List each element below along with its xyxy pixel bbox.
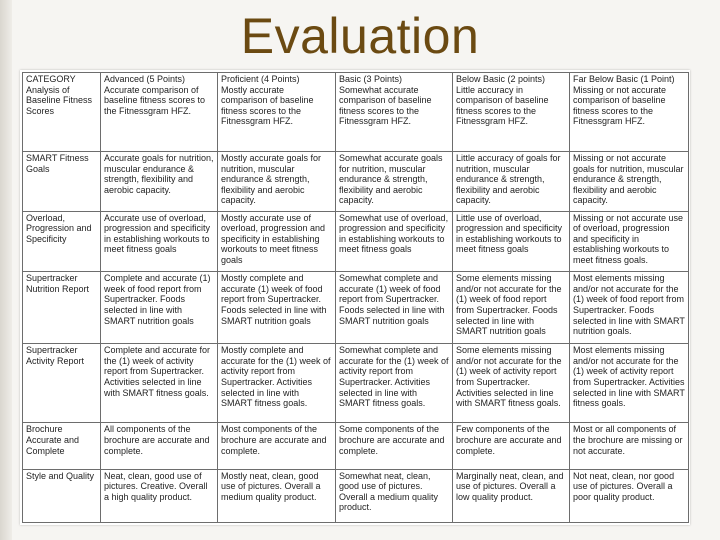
rubric-cell [570,469,689,522]
criterion-text: Some elements missing and/or not accurate for the (1) week of activity report from Supertracker. Activities selected in line with SMART fitness goals. [456,345,562,409]
criterion-text: Neat, clean, good use of pictures. Creative. Overall a high quality product. [104,470,208,502]
rubric-cell [570,73,689,152]
rubric-category-cell [23,469,101,522]
rubric-row [23,344,689,423]
category-header: CATEGORY [26,74,76,84]
rubric-cell [336,211,453,272]
criterion-text: Most components of the brochure are accurate and complete. [221,424,327,456]
rubric-cell [218,272,336,344]
criterion-text: Complete and accurate for the (1) week of activity report from Supertracker. Activities selected in line with SMART fitness goals. [104,345,211,398]
criterion-text: Some components of the brochure are accurate and complete. [339,424,445,456]
rubric-row [23,152,689,212]
rubric-cell [101,211,218,272]
rubric-cell [218,73,336,152]
rubric-category-cell [23,423,101,469]
category-label: SMART Fitness Goals [26,153,89,174]
level-header: Proficient (4 Points) [221,74,300,84]
rubric-cell [570,272,689,344]
rubric-row [23,211,689,272]
criterion-text: Mostly complete and accurate (1) week of food report from Supertracker. Foods selected in line with SMART nutrition goals [221,273,327,326]
rubric-cell [453,344,570,423]
rubric-cell [336,344,453,423]
criterion-text: Little accuracy in comparison of baseline fitness scores to the Fitnessgram HFZ. [456,84,549,127]
rubric-category-cell [23,73,101,152]
rubric-category-cell [23,272,101,344]
category-label: Brochure Accurate and Complete [26,424,80,456]
rubric-cell [218,344,336,423]
criterion-text: Somewhat accurate goals for nutrition, muscular endurance & strength, flexibility and aerobic capacity. [339,153,443,206]
criterion-text: Most or all components of the brochure are missing or not accurate. [573,424,683,456]
rubric-cell [101,423,218,469]
level-header: Advanced (5 Points) [104,74,186,84]
rubric-image-frame [20,70,690,525]
criterion-text: Mostly accurate comparison of baseline fitness scores to the Fitnessgram HFZ. [221,84,314,127]
criterion-text: Not neat, clean, nor good use of pictures. Overall a poor quality product. [573,470,675,502]
rubric-cell [453,73,570,152]
rubric-table [22,72,689,523]
rubric-cell [570,211,689,272]
category-label: Analysis of Baseline Fitness Scores [26,84,93,116]
level-header: Far Below Basic (1 Point) [573,74,675,84]
rubric-cell [218,211,336,272]
criterion-text: Somewhat complete and accurate for the (1) week of activity report from Supertracker. Activities selected in line with SMART fitness goals. [339,345,449,409]
slide-title: Evaluation [240,8,480,64]
criterion-text: Missing or not accurate comparison of baseline fitness scores to the Fitnessgram HFZ. [573,84,667,127]
criterion-text: Somewhat use of overload, progression and specificity in establishing workouts to meet fitness goals [339,212,449,255]
rubric-cell [453,469,570,522]
rubric-category-cell [23,344,101,423]
criterion-text: Mostly complete and accurate for the (1) week of activity report from Supertracker. Activities selected in line with SMART fitness goals. [221,345,331,409]
criterion-text: Somewhat complete and accurate (1) week of food report from Supertracker. Foods selected in line with SMART nutrition goals [339,273,445,326]
criterion-text: Mostly accurate goals for nutrition, muscular endurance & strength, flexibility and aerobic capacity. [221,153,322,206]
criterion-text: Few components of the brochure are accurate and complete. [456,424,562,456]
rubric-cell [101,272,218,344]
criterion-text: Mostly neat, clean, good use of pictures. Overall a medium quality product. [221,470,321,502]
rubric-cell [453,272,570,344]
rubric-cell [570,423,689,469]
slide-left-edge [0,0,12,540]
criterion-text: Complete and accurate (1) week of food report from Supertracker. Foods selected in line with SMART nutrition goals [104,273,211,326]
rubric-category-cell [23,211,101,272]
rubric-cell [101,469,218,522]
criterion-text: Most elements missing and/or not accurate for the (1) week of food report from Supertracker. Foods selected in line with SMART nutrition goals. [573,273,685,337]
rubric-cell [218,152,336,212]
criterion-text: Accurate use of overload, progression and specificity in establishing workouts to meet fitness goals [104,212,211,255]
rubric-row [23,423,689,469]
rubric-cell [101,152,218,212]
rubric-cell [336,272,453,344]
rubric-cell [218,423,336,469]
criterion-text: Missing or not accurate use of overload, progression and specificity in establishing workouts to meet fitness goals. [573,212,684,266]
category-label: Supertracker Activity Report [26,345,85,366]
category-label: Overload, Progression and Specificity [26,212,92,244]
rubric-cell [336,152,453,212]
rubric-cell [101,344,218,423]
criterion-text: Little accuracy of goals for nutrition, muscular endurance & strength, flexibility and aerobic capacity. [456,153,561,206]
rubric-cell [453,211,570,272]
rubric-cell [570,152,689,212]
criterion-text: Marginally neat, clean, and use of pictures. Overall a low quality product. [456,470,564,502]
rubric-body [23,73,689,523]
criterion-text: Somewhat neat, clean, good use of pictures. Overall a medium quality product. [339,470,439,513]
rubric-cell [453,423,570,469]
criterion-text: Accurate comparison of baseline fitness scores to the Fitnessgram HFZ. [104,84,206,116]
rubric-row [23,469,689,522]
category-label: Style and Quality [26,470,95,481]
rubric-cell [453,152,570,212]
criterion-text: Missing or not accurate goals for nutrition, muscular endurance & strength, flexibility and aerobic capacity. [573,153,684,206]
criterion-text: Accurate goals for nutrition, muscular endurance & strength, flexibility and aerobic capacity. [104,153,214,195]
criterion-text: Some elements missing and/or not accurate for the (1) week of food report from Supertracker. Foods selected in line with SMART nutrition goals [456,273,562,337]
level-header: Basic (3 Points) [339,74,403,84]
criterion-text: All components of the brochure are accurate and complete. [104,424,210,456]
level-header: Below Basic (2 points) [456,74,546,84]
criterion-text: Somewhat accurate comparison of baseline fitness scores to the Fitnessgram HFZ. [339,84,432,127]
rubric-row [23,73,689,152]
rubric-cell [101,73,218,152]
rubric-cell [336,423,453,469]
rubric-cell [336,469,453,522]
rubric-cell [336,73,453,152]
criterion-text: Most elements missing and/or not accurate for the (1) week of activity report from Supertracker. Activities selected in line with SMART fitness goals. [573,345,685,409]
rubric-cell [570,344,689,423]
category-label: Supertracker Nutrition Report [26,273,90,294]
rubric-cell [218,469,336,522]
rubric-row [23,272,689,344]
criterion-text: Mostly accurate use of overload, progression and specificity in establishing workouts to meet fitness goals [221,212,326,266]
rubric-category-cell [23,152,101,212]
criterion-text: Little use of overload, progression and specificity in establishing workouts to meet fitness goals [456,212,563,255]
